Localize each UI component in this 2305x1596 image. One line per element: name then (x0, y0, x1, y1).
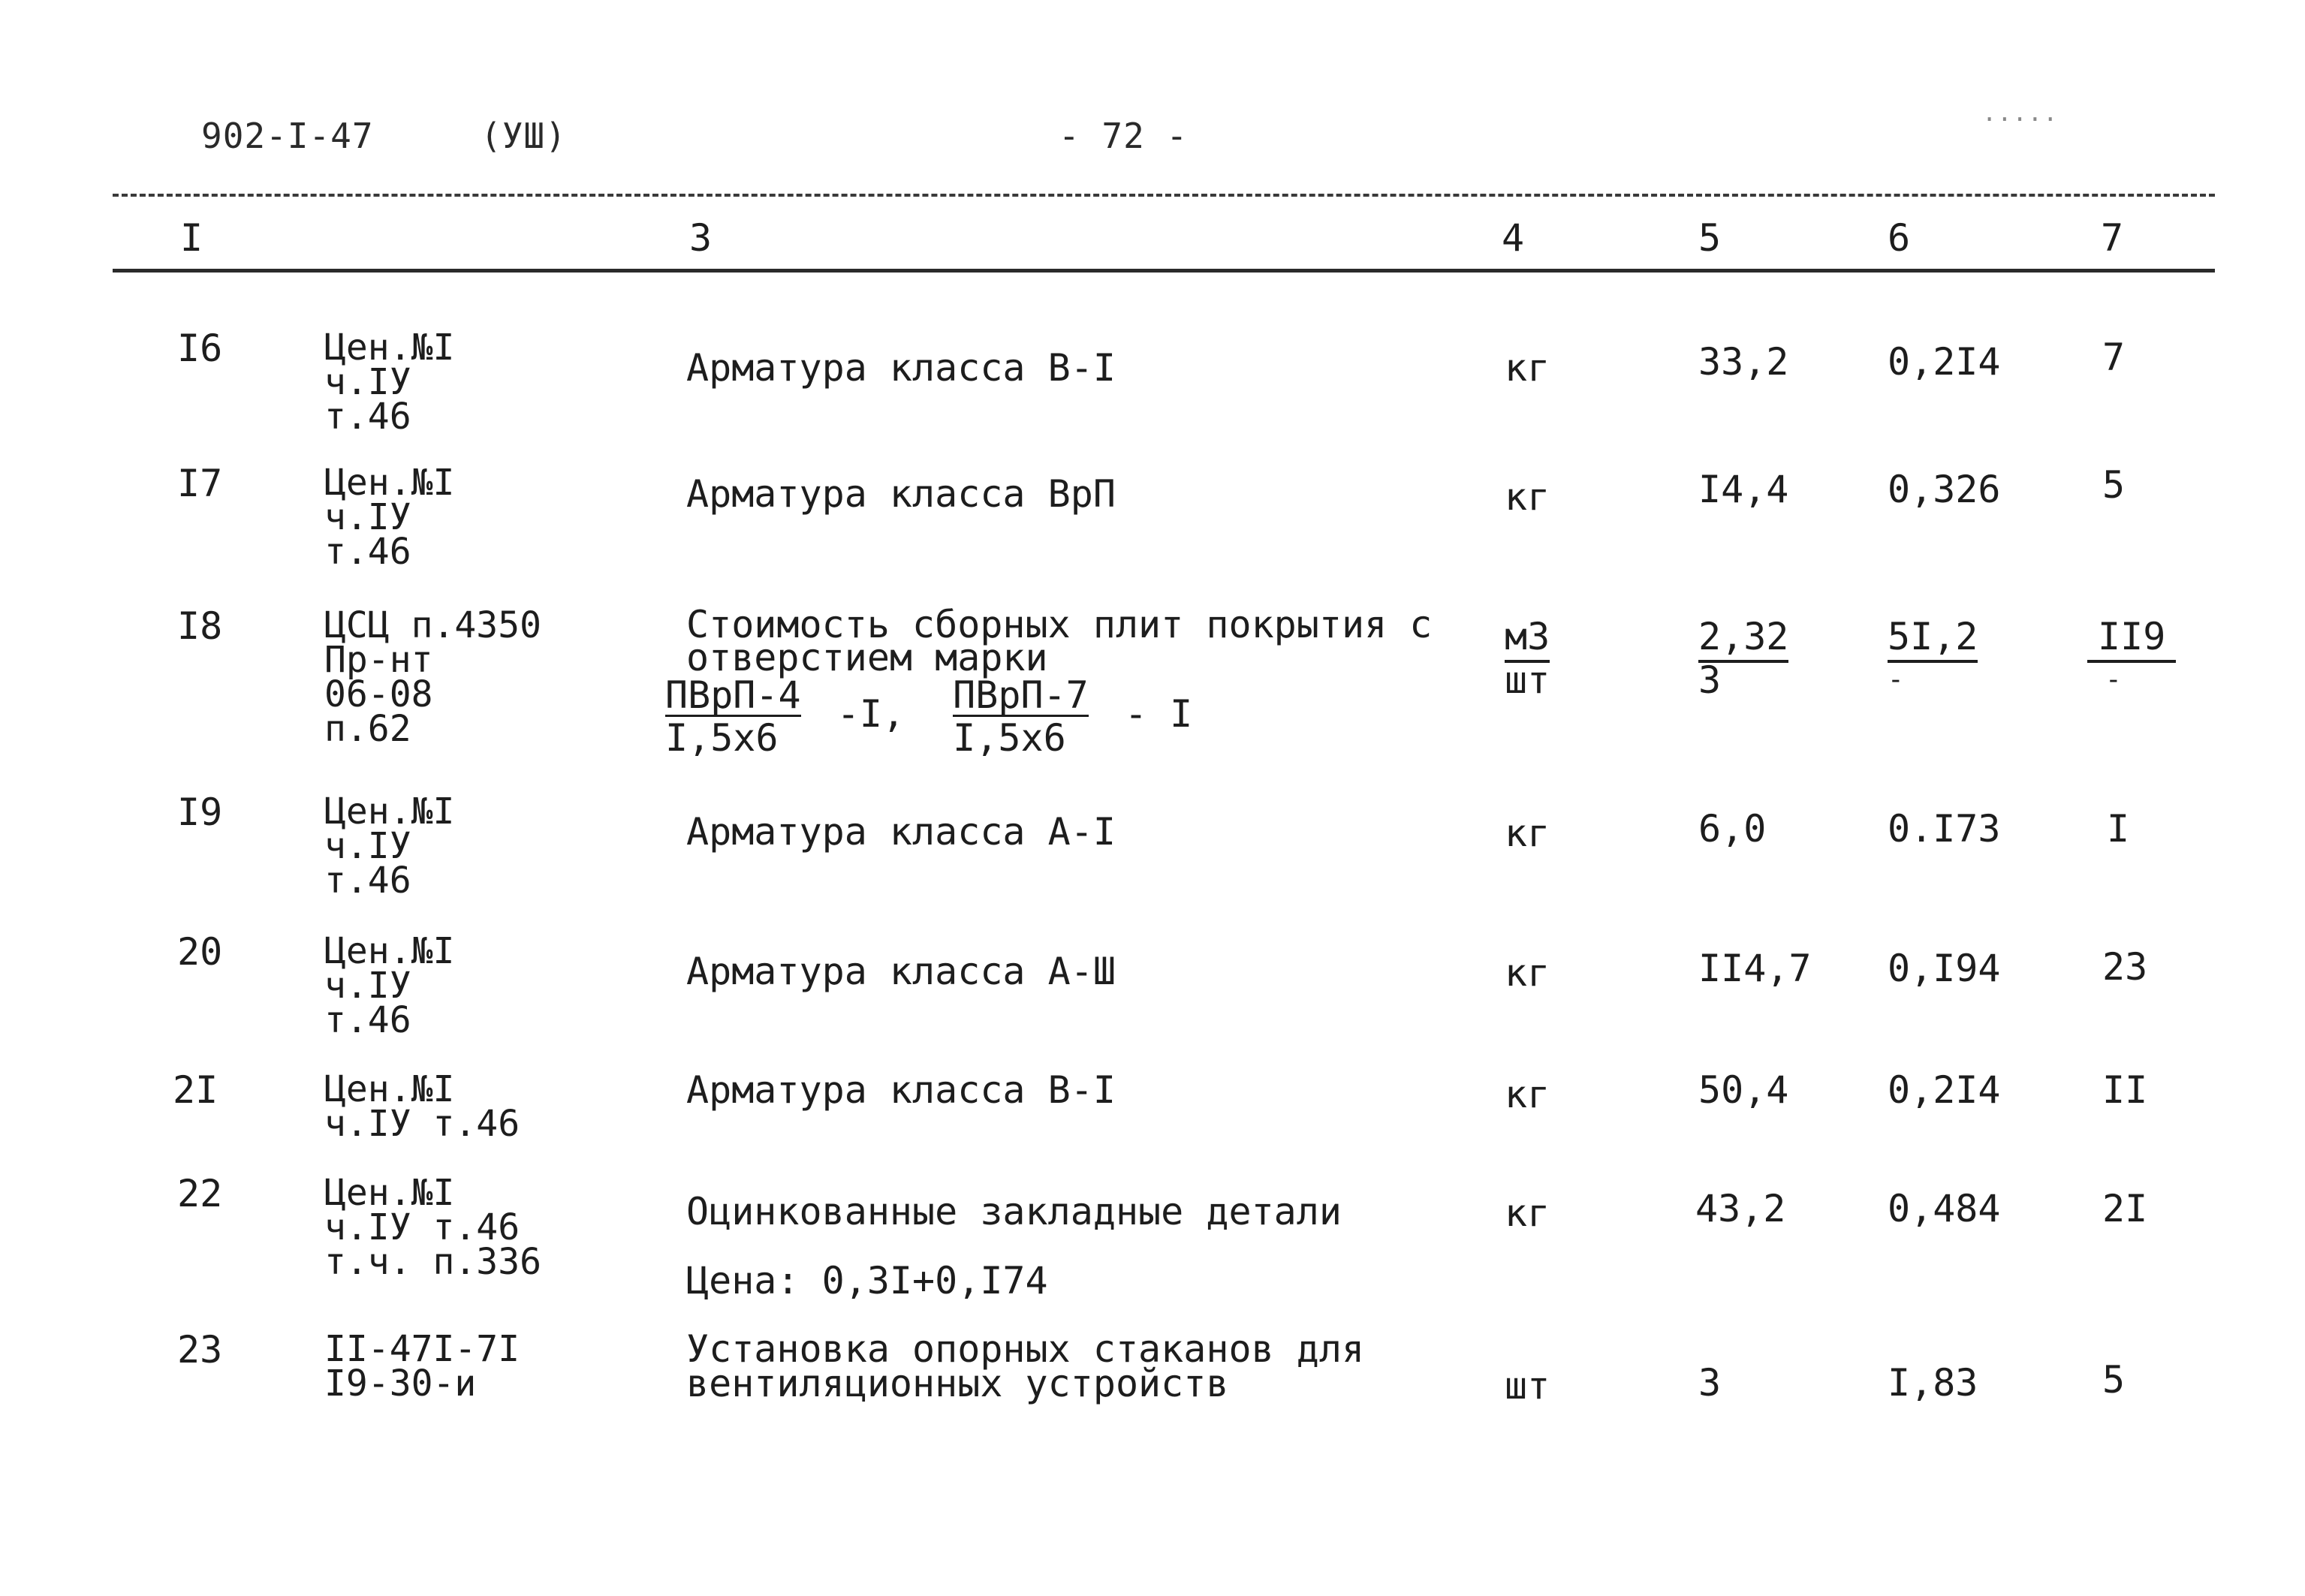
plate-mark-fraction: $\frac{\text{ПВрП-7}}{I,5х6}$ (953, 673, 1089, 760)
item-description: Установка опорных стаканов для вентиляционных устройств (686, 1327, 1365, 1405)
section-label: (УШ) (481, 116, 567, 156)
quantity-cell: 33,2 (1698, 340, 1789, 384)
total-cell: 5 (2102, 463, 2126, 507)
unit-price-cell: I,83 (1888, 1361, 1978, 1405)
row-number: 22 (177, 1172, 223, 1215)
item-description: Арматура класса В-I (686, 346, 1116, 390)
total-cell: II (2102, 1068, 2148, 1112)
document-code: 902-I-47 (201, 116, 374, 156)
unit-cell: кг (1505, 1191, 1550, 1235)
row-number: 20 (177, 930, 223, 974)
reference-cell: Цен.№I ч.IУ т.46 т.ч. п.336 (324, 1172, 541, 1283)
quantity-cell: 6,0 (1698, 807, 1767, 851)
unit-cell: кг (1505, 951, 1550, 995)
page-header (0, 105, 2305, 165)
unit-cell: м3 шт (1505, 615, 1550, 702)
unit-price-cell: 0,484 (1888, 1187, 2001, 1230)
unit-cell: кг (1505, 812, 1550, 855)
row-number: I8 (177, 604, 223, 648)
column-heading-1: I (180, 216, 203, 260)
row-number: I6 (177, 327, 223, 370)
unit-price-cell: 0,2I4 (1888, 1068, 2001, 1112)
page-number: - 72 - (1059, 116, 1189, 156)
unit-price-cell: 0.I73 (1888, 807, 2001, 851)
unit-price-cell: 0,2I4 (1888, 340, 2001, 384)
total-cell: 2I (2102, 1187, 2148, 1230)
unit-cell: кг (1505, 1073, 1550, 1116)
quantity-cell: 50,4 (1698, 1068, 1789, 1112)
total-cell: 7 (2102, 336, 2126, 379)
total-cell: II9 - (2087, 619, 2176, 698)
reference-cell: II-47I-7I I9-30-и (324, 1328, 520, 1405)
column-heading-5: 5 (1698, 216, 1722, 260)
column-heading-3: 3 (689, 216, 713, 260)
row-number: 23 (177, 1328, 223, 1372)
unit-cell: кг (1505, 475, 1550, 519)
reference-cell: Цен.№I ч.IУ т.46 (324, 462, 455, 573)
plate-mark-fraction: $\frac{\text{ПВрП-4}}{I,5х6}$ (665, 673, 801, 760)
archive-stamp: ····· (1982, 105, 2059, 134)
unit-price-cell: 5I,2 - (1888, 615, 1978, 695)
quantity-cell: II4,7 (1698, 947, 1812, 990)
unit-cell: кг (1505, 346, 1550, 390)
unit-price-cell: 0,I94 (1888, 947, 2001, 990)
item-description: Арматура класса ВрП (686, 472, 1116, 516)
column-heading-7: 7 (2101, 216, 2124, 260)
row-number: I7 (177, 462, 223, 505)
column-heading-4: 4 (1502, 216, 1525, 260)
price-note: Цена: 0,3I+0,I74 (686, 1259, 1048, 1302)
item-description: Оцинкованные закладные детали (686, 1190, 1342, 1233)
unit-price-cell: 0,326 (1888, 468, 2001, 511)
reference-cell: Цен.№I ч.IУ т.46 (324, 790, 455, 902)
header-rule (113, 194, 2215, 197)
reference-cell: Цен.№I ч.IУ т.46 (324, 327, 455, 438)
total-cell: I (2107, 807, 2130, 851)
column-heading-6: 6 (1888, 216, 1911, 260)
row-number: I9 (177, 790, 223, 834)
plate-marks: $\frac{\text{ПВрП-4}}{I,5х6}$ -I, $\frac{\text{ПВрП-7}}{I,5х6}$ - I (665, 673, 1193, 760)
row-number: 2I (173, 1068, 218, 1112)
total-cell: 23 (2102, 945, 2148, 989)
item-description: Стоимость сборных плит покрытия с отверстием марки (686, 603, 1433, 679)
quantity-cell: I4,4 (1698, 468, 1789, 511)
quantity-cell: 43,2 (1695, 1187, 1786, 1230)
quantity-cell: 2,32 3 (1698, 615, 1789, 702)
item-description: Арматура класса А-Ш (686, 950, 1116, 993)
reference-cell: ЦСЦ п.4350 Пр-нт 06-08 п.62 (324, 604, 541, 750)
item-description: Арматура класса А-I (686, 810, 1116, 854)
unit-cell: шт (1505, 1364, 1550, 1408)
total-cell: 5 (2102, 1358, 2126, 1402)
item-description: Арматура класса В-I (686, 1068, 1116, 1112)
reference-cell: Цен.№I ч.IУ т.46 (324, 1068, 520, 1145)
reference-cell: Цен.№I ч.IУ т.46 (324, 930, 455, 1041)
quantity-cell: 3 (1698, 1361, 1722, 1405)
table-header-rule (113, 269, 2215, 273)
